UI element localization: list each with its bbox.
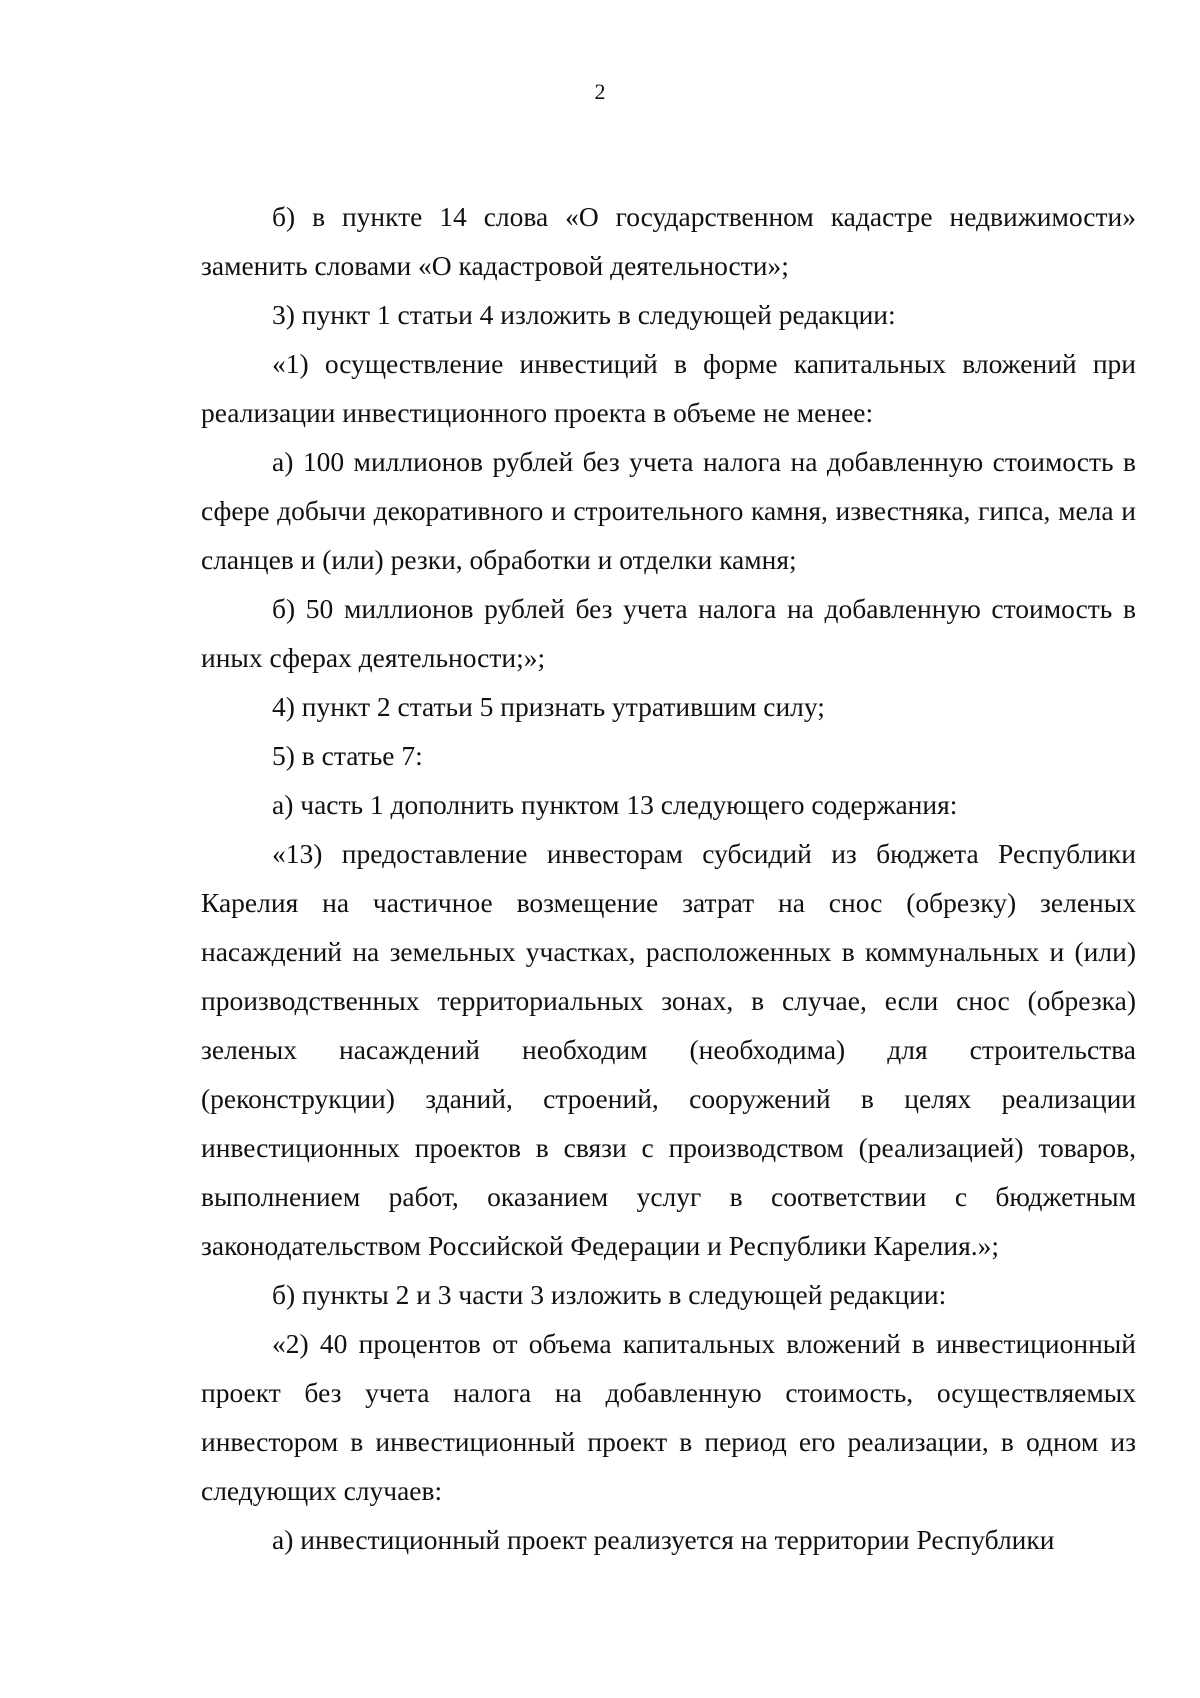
paragraph-subitem-b-50-million: б) 50 миллионов рублей без учета налога на добавленную стоимость в иных сферах деятельности;»; [201,593,1136,673]
paragraph-subitem-b-points-2-3: б) пункты 2 и 3 части 3 изложить в следующей редакции: [272,1279,947,1310]
paragraph-item-5: 5) в статье 7: [272,740,423,771]
paragraph-quote-2-40-percent: «2) 40 процентов от объема капитальных вложений в инвестиционный проект без учета налога на добавленную стоимость, осуществляемых инвестором в инвестиционный проект в период его реализации, в одном из следующих случаев: [201,1328,1136,1506]
document-body [201,192,1136,1564]
page-number: 2 [594,79,606,104]
paragraph-item-b-point-14: б) в пункте 14 слова «О государственном кадастре недвижимости» заменить словами «О кадастровой деятельности»; [201,201,1136,281]
paragraph-quote-1: «1) осуществление инвестиций в форме капитальных вложений при реализации инвестиционного проекта в объеме не менее: [201,348,1136,428]
paragraph-quote-13: «13) предоставление инвесторам субсидий из бюджета Республики Карелия на частичное возмещение затрат на снос (обрезку) зеленых насаждений на земельных участках, расположенных в коммунальных и (или) производственных территориальных зонах, в случае, если снос (обрезка) зеленых насаждений необходим (необходима) для строительства (реконструкции) зданий, строений, сооружений в целях реализации инвестиционных проектов в связи с производством (реализацией) товаров, выполнением работ, оказанием услуг в соответствии с бюджетным законодательством Российской Федерации и Республики Карелия.»; [201,838,1136,1261]
paragraph-subitem-a-100-million: а) 100 миллионов рублей без учета налога на добавленную стоимость в сфере добычи декоративного и строительного камня, известняка, гипса, мела и сланцев и (или) резки, обработки и отделки камня; [201,446,1136,575]
paragraph-item-4: 4) пункт 2 статьи 5 признать утратившим силу; [272,691,825,722]
paragraph-subitem-a-territory: а) инвестиционный проект реализуется на территории Республики [272,1524,1055,1555]
paragraph-item-3: 3) пункт 1 статьи 4 изложить в следующей редакции: [272,299,896,330]
paragraph-subitem-a-part-1: а) часть 1 дополнить пунктом 13 следующего содержания: [272,789,958,820]
